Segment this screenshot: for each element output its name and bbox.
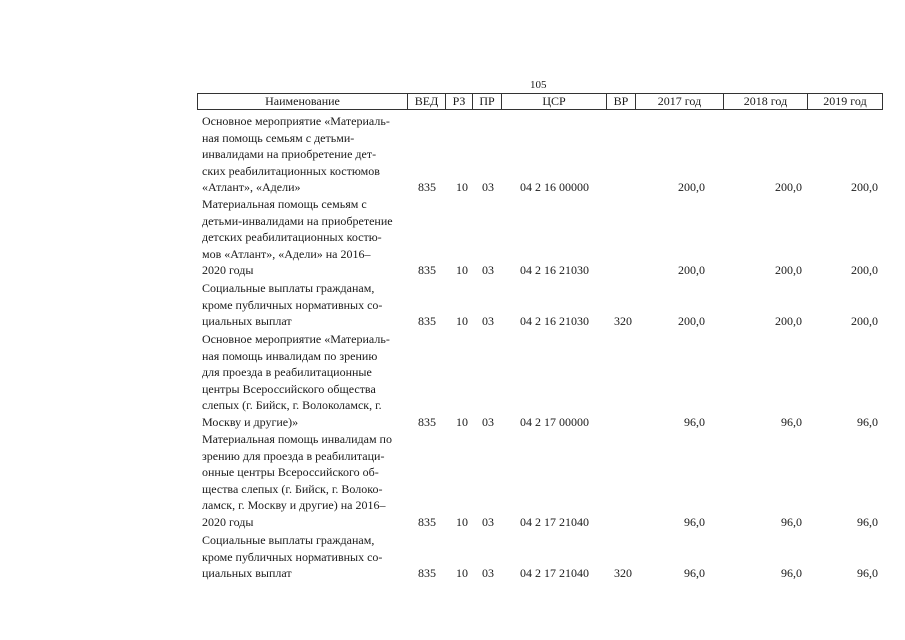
cell-pr: 03 (482, 263, 494, 277)
cell-y2017: 200,0 (678, 314, 705, 328)
cell-rz: 10 (456, 314, 468, 328)
cell-y2019: 96,0 (857, 514, 878, 529)
table-row (0, 280, 905, 330)
cell-y2019: 96,0 (857, 414, 878, 429)
cell-y2017: 96,0 (684, 566, 705, 580)
cell-pr: 03 (482, 414, 494, 429)
header-ved: ВЕД (408, 94, 446, 109)
cell-y2018: 200,0 (775, 263, 802, 277)
cell-rz: 10 (456, 414, 468, 429)
cell-y2018: 96,0 (781, 414, 802, 429)
cell-ved: 835 (418, 263, 436, 277)
header-rz: РЗ (446, 94, 473, 109)
table-row (0, 113, 905, 196)
table-row (0, 532, 905, 582)
table-header (197, 93, 883, 110)
row-name: Основное мероприятие «Материаль- ная помощь инвалидам по зрению для проезда в реабилитационные центры Всероссийского общества слепых (г. Бийск, г. Волоколамск, г. Москву и другие)» (202, 332, 390, 429)
table-row (0, 331, 905, 430)
cell-pr: 03 (482, 566, 494, 580)
cell-rz: 10 (456, 566, 468, 580)
cell-ved: 835 (418, 314, 436, 328)
cell-ved: 835 (418, 514, 436, 529)
cell-csr: 04 2 17 00000 (520, 414, 589, 429)
cell-y2017: 96,0 (684, 514, 705, 529)
cell-csr: 04 2 16 21030 (520, 263, 589, 277)
cell-ved: 835 (418, 180, 436, 194)
cell-y2019: 200,0 (851, 263, 878, 277)
row-name: Социальные выплаты гражданам, кроме публичных нормативных со- циальных выплат (202, 533, 383, 580)
header-name: Наименование (198, 94, 408, 109)
cell-rz: 10 (456, 263, 468, 277)
table-row (0, 196, 905, 279)
cell-y2017: 200,0 (678, 180, 705, 194)
cell-y2019: 200,0 (851, 180, 878, 194)
header-vr: ВР (607, 94, 636, 109)
cell-vr: 320 (614, 566, 632, 580)
cell-csr: 04 2 16 21030 (520, 314, 589, 328)
header-2017: 2017 год (636, 94, 724, 109)
table-row (0, 431, 905, 530)
cell-y2018: 200,0 (775, 314, 802, 328)
cell-y2019: 96,0 (857, 566, 878, 580)
cell-rz: 10 (456, 514, 468, 529)
cell-y2017: 96,0 (684, 414, 705, 429)
cell-pr: 03 (482, 180, 494, 194)
header-2018: 2018 год (724, 94, 808, 109)
page-number: 105 (530, 79, 547, 91)
cell-y2018: 96,0 (781, 566, 802, 580)
cell-y2019: 200,0 (851, 314, 878, 328)
cell-csr: 04 2 16 00000 (520, 180, 589, 194)
cell-csr: 04 2 17 21040 (520, 514, 589, 529)
cell-y2018: 96,0 (781, 514, 802, 529)
cell-csr: 04 2 17 21040 (520, 566, 589, 580)
cell-vr: 320 (614, 314, 632, 328)
cell-y2018: 200,0 (775, 180, 802, 194)
header-pr: ПР (473, 94, 502, 109)
cell-ved: 835 (418, 566, 436, 580)
cell-pr: 03 (482, 514, 494, 529)
row-name: Материальная помощь семьям с детьми-инвалидами на приобретение детских реабилитационных костю- мов «Атлант», «Адели» на 2016– 2020 годы (202, 197, 393, 277)
cell-rz: 10 (456, 180, 468, 194)
row-name: Материальная помощь инвалидам по зрению для проезда в реабилитаци- онные центры Всероссийского об- щества слепых (г. Бийск, г. Волоко- ламск, г. Москву и другие) на 2016– 2020 годы (202, 432, 392, 529)
header-2019: 2019 год (823, 94, 867, 108)
cell-ved: 835 (418, 414, 436, 429)
cell-pr: 03 (482, 314, 494, 328)
row-name: Основное мероприятие «Материаль- ная помощь семьям с детьми- инвалидами на приобретение дет- ских реабилитационных костюмов «Атлант», «Адели» (202, 114, 390, 194)
header-csr: ЦСР (502, 94, 607, 109)
row-name: Социальные выплаты гражданам, кроме публичных нормативных со- циальных выплат (202, 281, 383, 328)
cell-y2017: 200,0 (678, 263, 705, 277)
